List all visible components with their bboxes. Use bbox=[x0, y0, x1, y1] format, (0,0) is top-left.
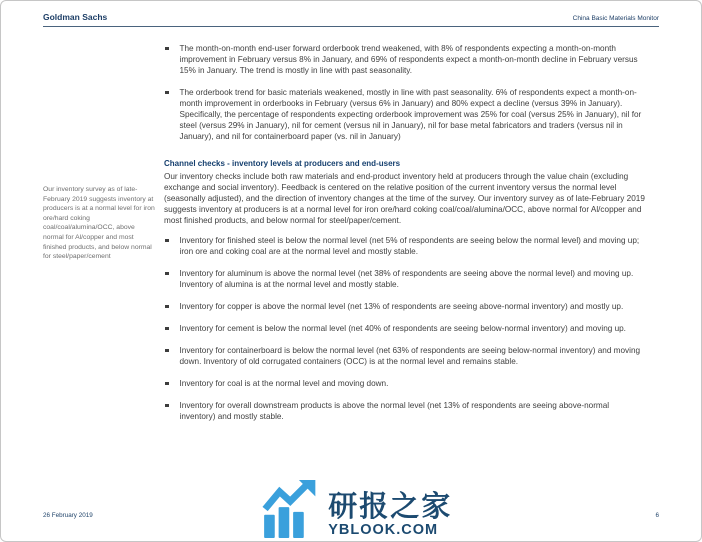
bullet-text: Inventory for coal is at the normal level and moving down. bbox=[179, 379, 389, 388]
section-intro-paragraph: Our inventory checks include both raw materials and end-product inventory held at producers through the value chain (excluding exchange and social inventory). Feedback is centered on the relative position of the current inventory versus the normal level (seasonally adjusted), and the direction of inventory changes at the time of the survey. Our inventory survey as of late-February 2019 suggests inventory at producers is at a normal level for iron ore/hard coking coal/coal/alumina/OCC, above normal for Al/copper and most finished products, and below normal for steel/paper/cement. bbox=[164, 172, 645, 225]
inventory-bullet-coal bbox=[164, 378, 646, 389]
inventory-bullet-cement bbox=[164, 323, 646, 334]
inventory-bullet-aluminum bbox=[164, 268, 646, 290]
bullet-text: Inventory for containerboard is below the normal level (net 63% of respondents are seeing below-normal inventory) and moving down. Inventory of old corrugated containers (OCC) is at the normal level and remains stable. bbox=[179, 346, 641, 366]
bar-chart-arrow-icon bbox=[261, 480, 319, 542]
footer-date: 26 February 2019 bbox=[43, 512, 93, 519]
square-bullet-icon bbox=[165, 239, 169, 243]
inventory-bullet-containerboard bbox=[164, 345, 646, 367]
square-bullet-icon bbox=[165, 91, 169, 95]
inventory-bullet-steel bbox=[164, 235, 646, 257]
square-bullet-icon bbox=[165, 382, 169, 386]
bullet-text: The orderbook trend for basic materials weakened, mostly in line with past seasonality. 6% of respondents expect a month-on-month improvement in orderbooks in February (versus 6% in January) and 80% expect a decline (versus 39% in January). Specifically, the percentage of respondents expecting orderbook improvement was 25% for coal (versus 25% in January), nil for steel (versus 29% in January), nil for cement (versus nil in January), nil for base metal fabricators and traders (versus nil in January), and nil for containerboard paper (vs. nil in January) bbox=[179, 88, 642, 141]
square-bullet-icon bbox=[165, 47, 169, 51]
document-title: China Basic Materials Monitor bbox=[572, 15, 659, 22]
bullet-text: Inventory for finished steel is below the normal level (net 5% of respondents are seeing below the normal level) and moving up; iron ore and coking coal are at the normal level and mostly stable. bbox=[179, 236, 640, 256]
bullet-text: The month-on-month end-user forward orderbook trend weakened, with 8% of respondents expecting a month-on-month improvement in February versus 8% in January, and 69% of respondents expect a month-on-month decline in February versus 15% in January. The trend is mostly in line with past seasonality. bbox=[179, 44, 638, 75]
inventory-bullet-downstream bbox=[164, 400, 646, 422]
square-bullet-icon bbox=[165, 327, 169, 331]
bullet-text: Inventory for overall downstream products is above the normal level (net 13% of respondents are seeing above-normal inventory) and mostly stable. bbox=[179, 401, 610, 421]
watermark-site-url: YBLOOK.COM bbox=[328, 522, 439, 538]
square-bullet-icon bbox=[165, 305, 169, 309]
main-text-column bbox=[164, 43, 646, 433]
bullet-text: Inventory for aluminum is above the normal level (net 38% of respondents are seeing above the normal level) and moving up. Inventory of alumina is at the normal level and mostly stable. bbox=[179, 269, 634, 289]
square-bullet-icon bbox=[165, 349, 169, 353]
page-footer bbox=[43, 512, 659, 519]
square-bullet-icon bbox=[165, 404, 169, 408]
page-number: 6 bbox=[655, 512, 659, 519]
bullet-text: Inventory for cement is below the normal level (net 40% of respondents are seeing below-normal inventory) and moving up. bbox=[179, 324, 626, 333]
square-bullet-icon bbox=[165, 272, 169, 276]
brand-name: Goldman Sachs bbox=[43, 12, 108, 22]
watermark-chinese-name: 研报之家 bbox=[328, 491, 453, 523]
inventory-bullet-copper bbox=[164, 301, 646, 312]
margin-summary-note: Our inventory survey as of late-February 2019 suggests inventory at producers is at a normal level for iron ore/hard coking coal/coal/alumina/OCC, above normal for Al/copper and most finished products, and below normal for steel/paper/cement bbox=[43, 186, 155, 261]
orderbook-bullet-2 bbox=[164, 87, 646, 142]
page-header bbox=[43, 12, 659, 27]
section-heading: Channel checks - inventory levels at producers and end-users bbox=[164, 159, 401, 168]
ybook-watermark-logo bbox=[261, 480, 452, 542]
orderbook-bullet-1 bbox=[164, 43, 646, 76]
bullet-text: Inventory for copper is above the normal level (net 13% of respondents are seeing above-normal inventory) and mostly up. bbox=[179, 302, 624, 311]
